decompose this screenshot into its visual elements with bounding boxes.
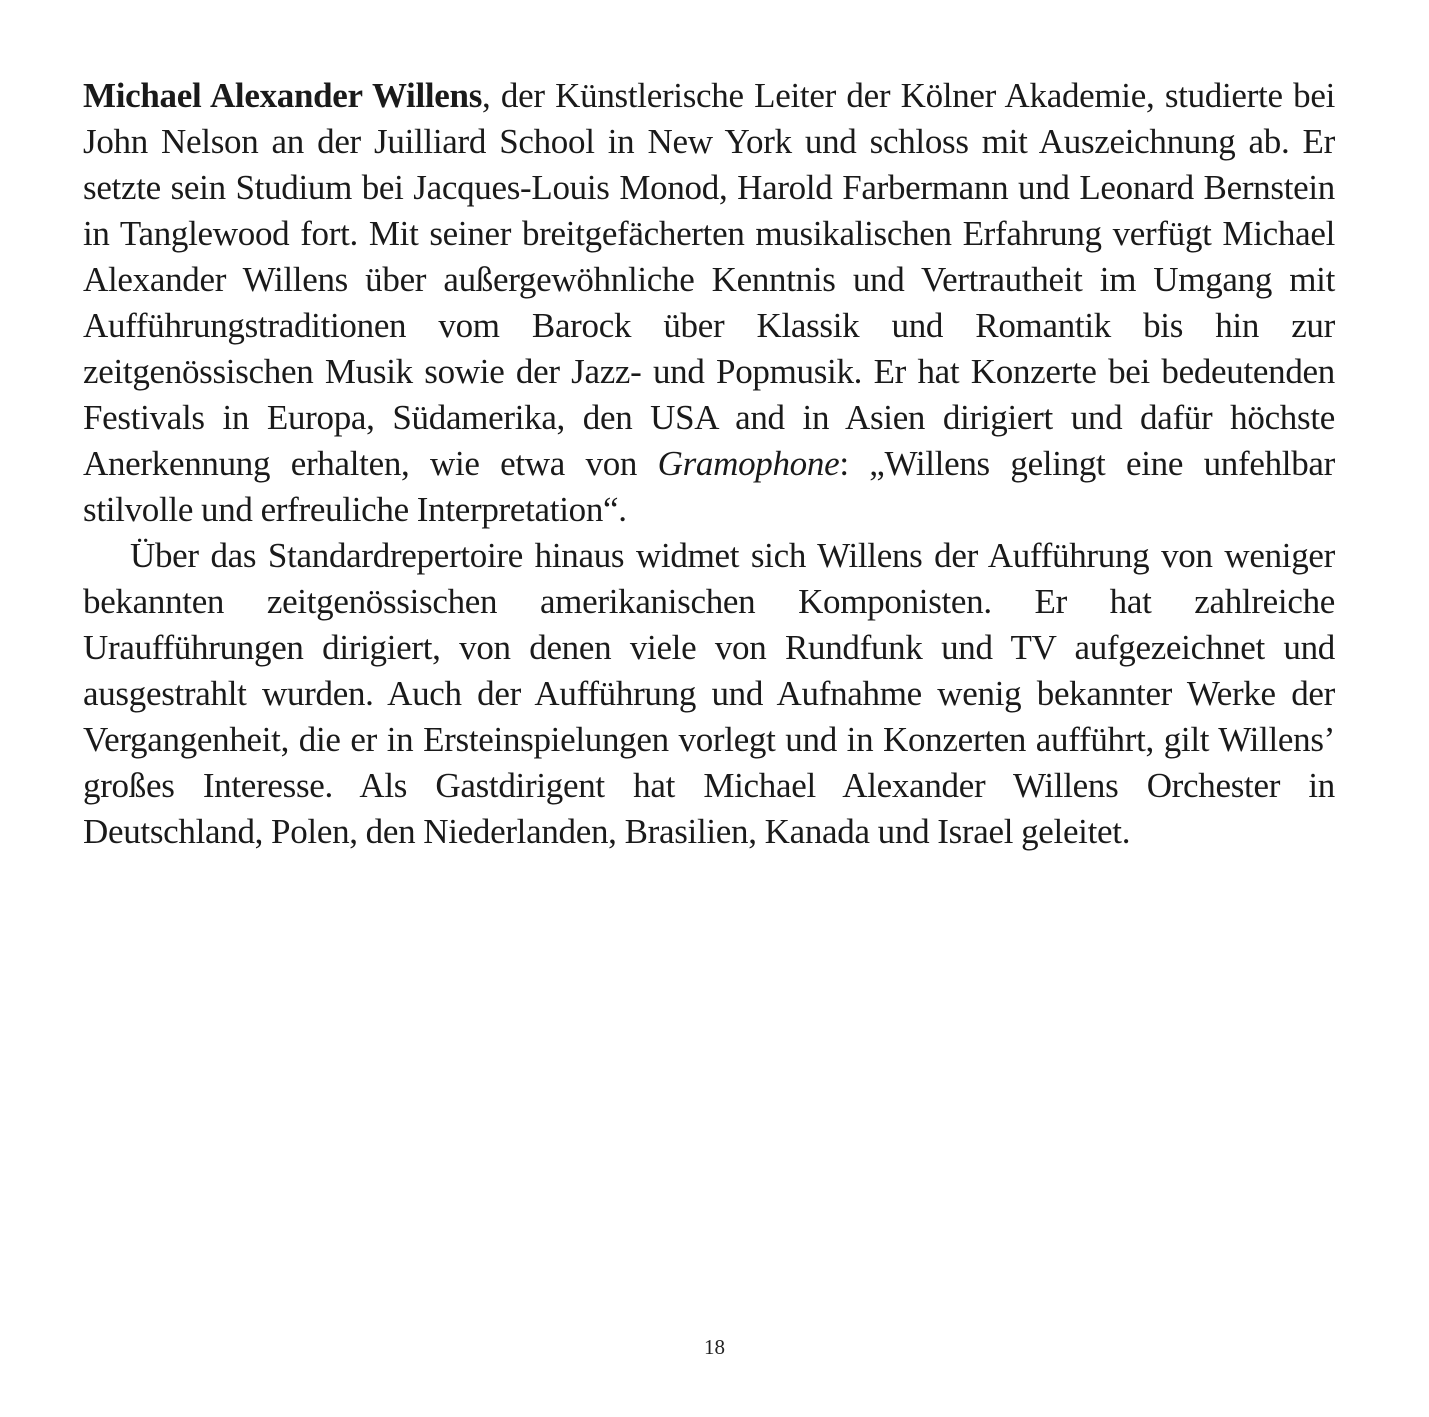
paragraph-biography-intro	[83, 73, 1335, 533]
page-number: 18	[704, 1335, 725, 1359]
body-text	[83, 73, 1335, 855]
paragraph-repertoire: Über das Standardrepertoire hinaus widmet sich Willens der Aufführung von weniger bekannten zeitgenössischen amerikanischen Komponisten. Er hat zahlreiche Uraufführungen dirigiert, von denen viele von Rundfunk und TV aufgezeichnet und ausgestrahlt wurden. Auch der Aufführung und Aufnahme wenig bekannter Werke der Vergangenheit, die er in Ersteinspielungen vorlegt und in Konzerten aufführt, gilt Willens’ großes Interesse. Als Gastdirigent hat Michael Alexander Willens Orchester in Deutschland, Polen, den Niederlanden, Brasilien, Kanada und Israel geleitet.	[83, 536, 1335, 851]
conductor-name: Michael Alexander Willens	[83, 76, 483, 115]
magazine-title: Gramophone	[657, 444, 840, 483]
paragraph-1-quote: : „Willens gelingt eine unfehlbar stilvolle und erfreuliche Interpretation“.	[83, 444, 1335, 529]
paragraph-1-text: , der Künstlerische Leiter der Kölner Akademie, studierte bei John Nelson an der Juilliard School in New York und schloss mit Auszeichnung ab. Er setzte sein Studium bei Jacques-Louis Monod, Harold Farbermann und Leonard Bernstein in Tanglewood fort. Mit seiner breitgefächerten musikalischen Erfahrung verfügt Michael Alexander Willens über außergewöhnliche Kenntnis und Vertrautheit im Umgang mit Aufführungstraditionen vom Barock über Klassik und Romantik bis hin zur zeitgenössischen Musik sowie der Jazz- und Popmusik. Er hat Konzerte bei bedeutenden Festivals in Europa, Südamerika, den USA and in Asien dirigiert und dafür höchste Anerkennung erhalten, wie etwa von	[83, 76, 1335, 483]
